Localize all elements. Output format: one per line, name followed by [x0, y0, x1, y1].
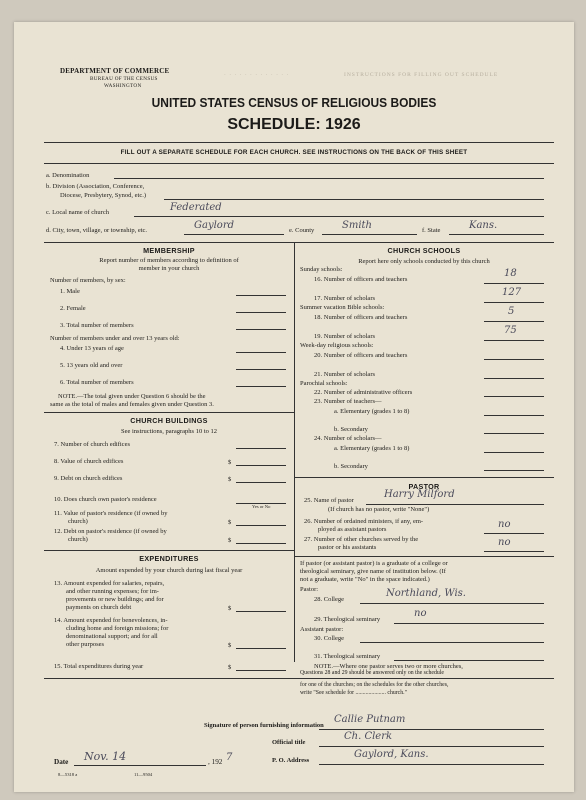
dollar-sign: $	[228, 664, 232, 671]
column-divider	[294, 242, 295, 662]
q28: 28. College	[314, 596, 344, 603]
address-label: P. O. Address	[272, 757, 310, 764]
q25-answer[interactable]	[366, 503, 544, 505]
q12-debt-2: church)	[68, 536, 88, 543]
q23: 23. Number of teachers—	[314, 398, 382, 405]
q20: 20. Number of officers and teachers	[314, 352, 408, 359]
q6-answer[interactable]	[236, 385, 286, 387]
form-title: UNITED STATES CENSUS OF RELIGIOUS BODIES	[151, 95, 437, 110]
pastor-note: NOTE.—Where one pastor serves two or more churches,	[314, 663, 463, 670]
seminary-value: no	[414, 608, 427, 619]
q29-answer[interactable]	[394, 622, 544, 624]
q22: 22. Number of administrative officers	[314, 389, 413, 396]
county-value: Smith	[342, 220, 372, 231]
yes-no-hint: Yes or No	[252, 504, 271, 509]
q6-total: 6. Total number of members	[60, 379, 134, 386]
q14-line3: denominational support; and for all	[66, 633, 158, 640]
q22-answer[interactable]	[484, 395, 544, 397]
year-prefix: , 192	[208, 758, 223, 766]
q26-value: no	[498, 519, 511, 530]
q31-answer[interactable]	[394, 659, 544, 661]
members-by-age: Number of members under and over 13 years old:	[50, 335, 180, 342]
membership-heading: MEMBERSHIP	[143, 246, 195, 255]
q9-debt: 9. Debt on church edifices	[54, 475, 123, 482]
q27-value: no	[498, 537, 511, 548]
q27-2: pastor or his assistants	[318, 544, 377, 551]
assistant-label: Assistant pastor:	[300, 626, 344, 633]
membership-note: NOTE.—The total given under Question 6 should be the	[58, 393, 206, 400]
dollar-sign: $	[228, 459, 232, 466]
q11-value-2: church)	[68, 518, 88, 525]
q19: 19. Number of scholars	[314, 333, 376, 340]
church-name-value: Federated	[170, 202, 222, 213]
address-value: Gaylord, Kans.	[354, 749, 429, 760]
q14-line4: other purposes	[66, 641, 105, 648]
q12-answer[interactable]	[236, 542, 286, 544]
q26: 26. Number of ordained ministers, if any, em-	[304, 518, 424, 525]
q5-answer[interactable]	[236, 368, 286, 370]
q17-value: 127	[502, 287, 522, 298]
q18-answer[interactable]	[484, 320, 544, 322]
division-label: b. Division (Association, Conference,	[46, 183, 145, 190]
dollar-sign: $	[228, 605, 232, 612]
buildings-heading: CHURCH BUILDINGS	[130, 416, 208, 425]
q13-line3: provements or new buildings; and for	[66, 596, 164, 603]
q3-answer[interactable]	[236, 328, 286, 330]
q4-answer[interactable]	[236, 351, 286, 353]
section-divider	[44, 242, 554, 243]
divider	[44, 142, 554, 143]
q28-answer[interactable]	[360, 602, 544, 604]
q30-answer[interactable]	[360, 641, 544, 643]
church-name-line[interactable]	[134, 215, 544, 217]
section-divider	[44, 678, 554, 679]
date-line[interactable]	[74, 764, 206, 766]
q23b-answer[interactable]	[484, 432, 544, 434]
q13-answer[interactable]	[236, 610, 286, 612]
q13-line2: and other running expenses; for im-	[66, 588, 159, 595]
signature-value: Callie Putnam	[334, 714, 406, 725]
q18-value: 5	[508, 306, 515, 317]
signature-line[interactable]	[319, 728, 544, 730]
section-divider	[44, 550, 294, 551]
q16: 16. Number of officers and teachers	[314, 276, 408, 283]
schedule-title: SCHEDULE: 1926	[227, 116, 361, 133]
address-line[interactable]	[319, 763, 544, 765]
dollar-sign: $	[228, 642, 232, 649]
section-divider	[44, 412, 294, 413]
q8-value: 8. Value of church edifices	[54, 458, 124, 465]
county-line[interactable]	[322, 233, 417, 235]
q1-answer[interactable]	[236, 294, 286, 296]
pastor-note-3: for one of the churches; on the schedules for the other churches,	[300, 682, 449, 688]
q11-value: 11. Value of pastor's residence (if owned by	[54, 510, 168, 517]
expenditures-heading: EXPENDITURES	[139, 554, 199, 563]
city-label: d. City, town, village, or township, etc.	[46, 227, 148, 234]
q26-2: ployed as assistant pastors	[318, 526, 387, 533]
q2-answer[interactable]	[236, 311, 286, 313]
state-label: f. State	[422, 227, 441, 234]
q27-answer[interactable]	[484, 550, 544, 552]
denomination-line[interactable]	[114, 177, 544, 179]
q21: 21. Number of scholars	[314, 371, 376, 378]
state-line[interactable]	[449, 233, 544, 235]
members-by-sex: Number of members, by sex:	[50, 277, 126, 284]
official-title-line[interactable]	[319, 745, 544, 747]
q8-answer[interactable]	[236, 464, 286, 466]
q14-line2: cluding home and foreign missions; for	[66, 625, 169, 632]
city-value: Gaylord	[194, 220, 234, 231]
bureau-city: WASHINGTON	[104, 83, 142, 89]
dollar-sign: $	[228, 537, 232, 544]
q21-answer[interactable]	[484, 377, 544, 379]
parochial-schools: Parochial schools:	[300, 380, 348, 387]
q9-answer[interactable]	[236, 481, 286, 483]
buildings-sub: See instructions, paragraphs 10 to 12	[120, 428, 218, 435]
instruction-text: FILL OUT A SEPARATE SCHEDULE FOR EACH CHURCH. SEE INSTRUCTIONS ON THE BACK OF THIS SHEET	[120, 149, 468, 156]
q11-answer[interactable]	[236, 524, 286, 526]
q1-male: 1. Male	[60, 288, 80, 295]
graduate-note-2: theological seminary, give name of institution below. (If	[300, 568, 446, 575]
q10-residence: 10. Does church own pastor's residence	[54, 496, 157, 503]
q14-answer[interactable]	[236, 647, 286, 649]
q2-female: 2. Female	[60, 305, 86, 312]
q13-line4: payments on church debt	[66, 604, 132, 611]
q14-line1: 14. Amount expended for benevolences, in-	[54, 617, 168, 624]
date-value: Nov. 14	[84, 750, 127, 763]
q13-line1: 13. Amount expended for salaries, repairs,	[54, 580, 165, 587]
graduate-note-3: not a graduate, write "No" in the space indicated.)	[300, 576, 430, 583]
q3-total: 3. Total number of members	[60, 322, 134, 329]
q31: 31. Theological seminary	[314, 653, 381, 660]
q15-answer[interactable]	[236, 669, 286, 671]
county-label: e. County	[289, 227, 315, 234]
membership-sub: Report number of members according to definition of	[99, 257, 239, 264]
city-line[interactable]	[184, 233, 284, 235]
q26-answer[interactable]	[484, 532, 544, 534]
membership-note-2: same as the total of males and females given under Question 3.	[50, 401, 214, 408]
weekday-schools: Week-day religious schools:	[300, 342, 374, 349]
dollar-sign: $	[228, 519, 232, 526]
q17: 17. Number of scholars	[314, 295, 376, 302]
q4-under-13: 4. Under 13 years of age	[60, 345, 124, 352]
q25-note: (If church has no pastor, write "None")	[328, 506, 430, 513]
denomination-label: a. Denomination	[46, 172, 90, 179]
division-line[interactable]	[164, 198, 544, 200]
q24: 24. Number of scholars—	[314, 435, 382, 442]
sunday-schools: Sunday schools:	[300, 266, 343, 273]
pastor-note-4: write "See schedule for ..................... church."	[300, 690, 407, 696]
q17-answer[interactable]	[484, 301, 544, 303]
college-value: Northland, Wis.	[386, 588, 466, 599]
q23a: a. Elementary (grades 1 to 8)	[334, 408, 410, 415]
form-code-2: 11—9504	[134, 772, 153, 777]
summer-schools: Summer vacation Bible schools:	[300, 304, 385, 311]
q20-answer[interactable]	[484, 358, 544, 360]
q18: 18. Number of officers and teachers	[314, 314, 408, 321]
q23b: b. Secondary	[334, 426, 368, 433]
pastor-name-value: Harry Milford	[384, 489, 455, 500]
state-value: Kans.	[469, 220, 498, 231]
q15-total: 15. Total expenditures during year	[54, 663, 144, 670]
division-label-2: Diocese, Presbytery, Synod, etc.)	[60, 192, 147, 199]
q7-edifices: 7. Number of church edifices	[54, 441, 130, 448]
section-divider	[294, 556, 554, 557]
q27: 27. Number of other churches served by the	[304, 536, 419, 543]
official-title-value: Ch. Clerk	[344, 731, 393, 742]
q24b: b. Secondary	[334, 463, 368, 470]
q23a-answer[interactable]	[484, 414, 544, 416]
q16-value: 18	[504, 268, 517, 279]
pastor-label: Pastor:	[300, 586, 319, 593]
q19-value: 75	[504, 325, 517, 336]
bureau-name: BUREAU OF THE CENSUS	[90, 76, 158, 82]
church-name-label: c. Local name of church	[46, 209, 109, 216]
form-code: 8—5318 a	[58, 772, 78, 777]
department-name: DEPARTMENT OF COMMERCE	[60, 67, 170, 75]
q12-debt: 12. Debt on pastor's residence (if owned by	[54, 528, 167, 535]
census-schedule-sheet	[14, 22, 574, 792]
pastor-heading: PASTOR	[408, 482, 440, 491]
year-value: 7	[226, 752, 233, 763]
q19-answer[interactable]	[484, 339, 544, 341]
dollar-sign: $	[228, 476, 232, 483]
divider	[44, 163, 554, 164]
q7-answer[interactable]	[236, 447, 286, 449]
show-through-text-2: · · · · · · · · · · · · ·	[224, 72, 290, 78]
q5-over-13: 5. 13 years old and over	[60, 362, 123, 369]
show-through-text: INSTRUCTIONS FOR FILLING OUT SCHEDULE	[344, 72, 499, 78]
official-title-label: Official title	[272, 739, 306, 746]
q25: 25. Name of pastor	[304, 497, 354, 504]
q29: 29. Theological seminary	[314, 616, 381, 623]
q30: 30. College	[314, 635, 344, 642]
schools-heading: CHURCH SCHOOLS	[387, 246, 461, 255]
section-divider	[294, 477, 554, 478]
q24a: a. Elementary (grades 1 to 8)	[334, 445, 410, 452]
expenditures-sub: Amount expended by your church during last fiscal year	[95, 567, 243, 574]
q24b-answer[interactable]	[484, 469, 544, 471]
membership-sub-2: member in your church	[138, 265, 200, 272]
graduate-note: If pastor (or assistant pastor) is a graduate of a college or	[300, 560, 448, 567]
q24a-answer[interactable]	[484, 451, 544, 453]
pastor-note-2: Questions 28 and 29 should be answered only on the schedule	[300, 670, 444, 676]
signature-label: Signature of person furnishing information	[204, 722, 324, 729]
q16-answer[interactable]	[484, 282, 544, 284]
date-label: Date	[54, 758, 69, 766]
schools-sub: Report here only schools conducted by this church	[358, 258, 490, 265]
